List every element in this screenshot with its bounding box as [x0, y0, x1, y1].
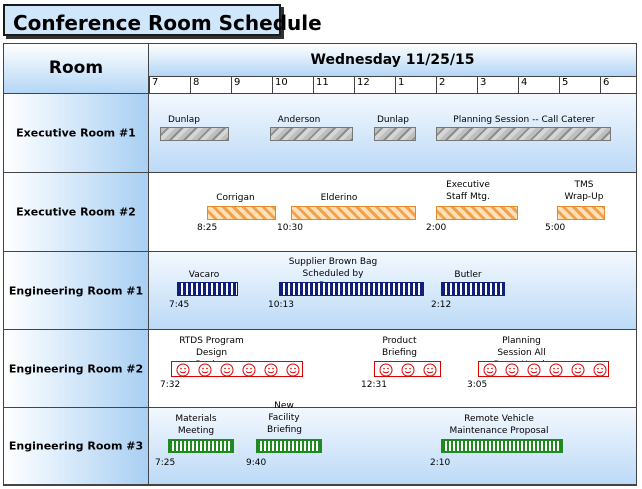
- room-label: [4, 94, 149, 173]
- hour-ruler: [149, 77, 636, 94]
- meeting-start-time: 7:25: [155, 458, 176, 468]
- meeting-start-time: 2:10: [430, 458, 451, 468]
- hour-tick: 8: [190, 77, 231, 93]
- meeting-label: Executive Staff Mtg.: [446, 180, 490, 202]
- meeting-bar[interactable]: [436, 127, 611, 141]
- meeting-bar[interactable]: [207, 206, 276, 220]
- meeting-start-time: 10:30: [277, 223, 303, 233]
- schedule-grid: [3, 43, 637, 486]
- meeting-start-time: 3:05: [467, 380, 488, 390]
- meeting-label: Remote Vehicle Maintenance Proposal: [449, 414, 549, 436]
- meeting-start-time: 7:32: [160, 380, 181, 390]
- meeting-start-time: 7:45: [169, 300, 190, 310]
- meeting-bar[interactable]: [168, 439, 234, 453]
- room-name: Executive Room #2: [16, 205, 136, 219]
- meeting-label: Supplier Brown Bag Scheduled by: [288, 257, 378, 279]
- meeting-start-time: 9:40: [246, 458, 267, 468]
- date-header: [149, 44, 636, 77]
- room-name: Executive Room #1: [16, 126, 136, 140]
- smiley-pattern-icon: [375, 362, 441, 377]
- smiley-pattern-icon: [172, 362, 303, 377]
- room-name: Engineering Room #1: [8, 284, 144, 297]
- room-name: Engineering Room #2: [8, 362, 144, 375]
- hour-tick: 9: [231, 77, 272, 93]
- meeting-label: Product Briefing: [382, 336, 417, 358]
- room-label: [4, 252, 149, 330]
- meeting-bar[interactable]: [374, 127, 416, 141]
- meeting-start-time: 10:13: [268, 300, 294, 310]
- hour-tick: 1: [395, 77, 436, 93]
- title-box: [3, 4, 322, 36]
- meeting-start-time: 5:00: [545, 223, 566, 233]
- room-row: [149, 330, 636, 408]
- meeting-label: Corrigan: [216, 193, 255, 203]
- meeting-label: Planning Session All: [497, 336, 546, 358]
- meeting-label: Butler: [454, 270, 482, 280]
- meeting-bar[interactable]: [171, 361, 303, 377]
- meeting-bar[interactable]: [436, 206, 518, 220]
- room-row: [149, 173, 636, 252]
- meeting-label: TMS Wrap-Up: [564, 180, 604, 202]
- meeting-start-time: 8:25: [197, 223, 218, 233]
- meeting-bar[interactable]: [291, 206, 416, 220]
- meeting-bar[interactable]: [441, 439, 563, 453]
- meeting-bar[interactable]: [557, 206, 605, 220]
- page-title: Conference Room Schedule: [13, 11, 322, 35]
- room-column-header: [4, 44, 149, 94]
- room-label: [4, 173, 149, 252]
- meeting-label: Materials Meeting: [175, 414, 217, 436]
- hour-tick: 7: [149, 77, 190, 93]
- meeting-label: Vacaro: [188, 270, 220, 280]
- room-header-label: Room: [48, 58, 104, 78]
- hour-tick: 5: [559, 77, 600, 93]
- meeting-bar[interactable]: [177, 282, 238, 296]
- smiley-pattern-icon: [479, 362, 609, 377]
- meeting-bar[interactable]: [374, 361, 441, 377]
- meeting-bar[interactable]: [478, 361, 609, 377]
- hour-tick: 10: [272, 77, 313, 93]
- date-label: Wednesday 11/25/15: [310, 52, 475, 68]
- hour-tick: 2: [436, 77, 477, 93]
- meeting-label: New Facility Briefing: [267, 401, 302, 435]
- hour-tick: 6: [600, 77, 635, 93]
- hour-tick: 11: [313, 77, 354, 93]
- meeting-start-time: 2:00: [426, 223, 447, 233]
- meeting-bar[interactable]: [441, 282, 505, 296]
- room-row: [149, 401, 636, 485]
- room-name: Engineering Room #3: [8, 439, 144, 453]
- meeting-label: Anderson: [277, 115, 321, 125]
- meeting-label: Planning Session -- Call Caterer: [453, 115, 595, 125]
- room-label: [4, 330, 149, 408]
- room-label: [4, 408, 149, 485]
- meeting-bar[interactable]: [270, 127, 353, 141]
- meeting-label: RTDS Program Design: [179, 336, 244, 358]
- meeting-bar[interactable]: [256, 439, 322, 453]
- meeting-start-time: 2:12: [431, 300, 452, 310]
- room-row: [149, 94, 636, 173]
- hour-tick: 4: [518, 77, 559, 93]
- meeting-start-time: 12:31: [361, 380, 387, 390]
- meeting-label: Elderino: [320, 193, 358, 203]
- meeting-bar[interactable]: [279, 282, 424, 296]
- meeting-label: Dunlap: [167, 115, 201, 125]
- hour-tick: 12: [354, 77, 395, 93]
- meeting-bar[interactable]: [160, 127, 229, 141]
- hour-tick: 3: [477, 77, 518, 93]
- room-row: [149, 252, 636, 330]
- meeting-label: Dunlap: [376, 115, 410, 125]
